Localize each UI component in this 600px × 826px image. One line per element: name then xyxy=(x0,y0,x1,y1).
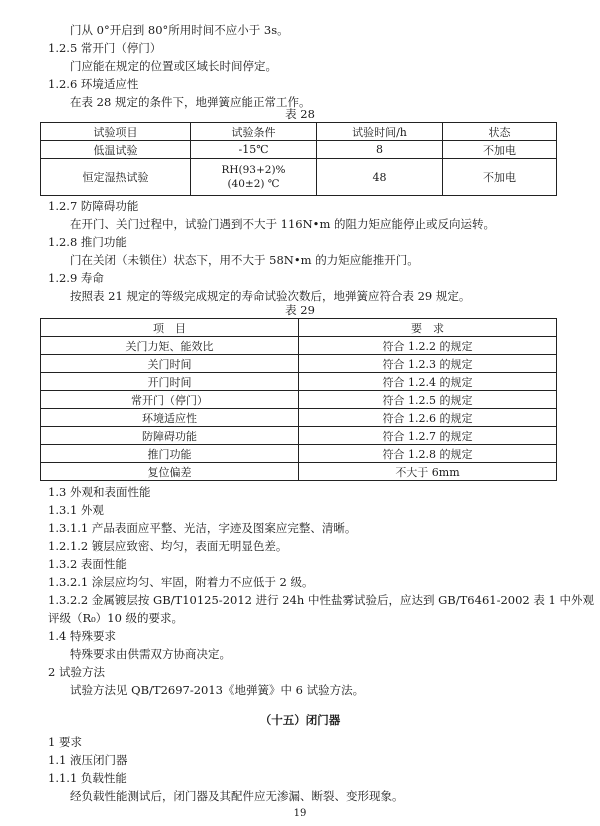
text-line: 在表 28 规定的条件下，地弹簧应能正常工作。 xyxy=(70,95,311,109)
table-cell: 符合 1.2.5 的规定 xyxy=(299,391,557,409)
clause-heading: 1.2.9 寿命 xyxy=(48,271,104,285)
condition-temperature: (40±2) ℃ xyxy=(227,178,280,190)
table-cell: 符合 1.2.2 的规定 xyxy=(299,337,557,355)
table-cell: 符合 1.2.8 的规定 xyxy=(299,445,557,463)
table-row xyxy=(41,141,557,159)
table-cell: 不加电 xyxy=(443,159,557,196)
clause-heading: 1.2.7 防障碍功能 xyxy=(48,199,139,213)
table-header-row xyxy=(41,123,557,141)
clause-heading: 1.2.6 环境适应性 xyxy=(48,77,139,91)
table-row xyxy=(41,409,557,427)
table-row xyxy=(41,427,557,445)
table-row xyxy=(41,337,557,355)
table-cell: 关门力矩、能效比 xyxy=(41,337,299,355)
table-cell: 8 xyxy=(317,141,443,159)
column-header: 试验项目 xyxy=(41,123,191,141)
text-line: 经负载性能测试后，闭门器及其配件应无渗漏、断裂、变形现象。 xyxy=(70,789,404,803)
table-cell: 环境适应性 xyxy=(41,409,299,427)
text-line: 门在关闭（未锁住）状态下，用不大于 58N•m 的力矩应能推开门。 xyxy=(70,253,419,267)
table-caption: 表 28 xyxy=(285,107,315,121)
table-cell: 复位偏差 xyxy=(41,463,299,481)
clause-heading: 1.3.1 外观 xyxy=(48,503,104,517)
text-line: 评级（R₀）10 级的要求。 xyxy=(48,611,184,625)
clause-heading: 1.2.8 推门功能 xyxy=(48,235,127,249)
table-cell: 关门时间 xyxy=(41,355,299,373)
table-row xyxy=(41,463,557,481)
text-line: 在开门、关门过程中，试验门遇到不大于 116N•m 的阻力矩应能停止或反向运转。 xyxy=(70,217,496,231)
section-title: （十五）闭门器 xyxy=(259,713,341,727)
table-row xyxy=(41,373,557,391)
text-line: 1.3.2.2 金属镀层按 GB/T10125-2012 进行 24h 中性盐雾试验后，应达到 GB/T6461-2002 表 1 中外观 xyxy=(48,593,595,607)
clause-heading: 1.3 外观和表面性能 xyxy=(48,485,151,499)
text-line: 1.3.2.1 涂层应均匀、牢固，附着力不应低于 2 级。 xyxy=(48,575,314,589)
text-line: 1.3.1.1 产品表面应平整、光洁，字迹及图案应完整、清晰。 xyxy=(48,521,357,535)
column-header: 试验条件 xyxy=(191,123,317,141)
table-row xyxy=(41,391,557,409)
text-line: 特殊要求由供需双方协商决定。 xyxy=(70,647,231,661)
table-cell: 低温试验 xyxy=(41,141,191,159)
clause-heading: 1.2.5 常开门（停门） xyxy=(48,41,162,55)
clause-heading: 2 试验方法 xyxy=(48,665,105,679)
table-cell: 推门功能 xyxy=(41,445,299,463)
table-cell xyxy=(191,159,317,196)
table-cell: 不大于 6mm xyxy=(299,463,557,481)
table-cell: 符合 1.2.4 的规定 xyxy=(299,373,557,391)
table-caption: 表 29 xyxy=(285,303,315,317)
table-cell: 常开门（停门） xyxy=(41,391,299,409)
table-cell: 符合 1.2.7 的规定 xyxy=(299,427,557,445)
table-cell: 符合 1.2.3 的规定 xyxy=(299,355,557,373)
text-line: 试验方法见 QB/T2697-2013《地弹簧》中 6 试验方法。 xyxy=(70,683,365,697)
condition-humidity: RH(93+2)% xyxy=(221,164,286,176)
clause-heading: 1.1.1 负载性能 xyxy=(48,771,127,785)
page-number: 19 xyxy=(293,808,307,819)
table-row xyxy=(41,159,557,196)
column-header: 试验时间/h xyxy=(317,123,443,141)
column-header: 要 求 xyxy=(299,319,557,337)
column-header: 项 目 xyxy=(41,319,299,337)
table-cell: 防障碍功能 xyxy=(41,427,299,445)
table-cell: 不加电 xyxy=(443,141,557,159)
text-line: 门从 0°开启到 80°所用时间不应小于 3s。 xyxy=(70,23,289,37)
clause-heading: 1.4 特殊要求 xyxy=(48,629,116,643)
clause-heading: 1.1 液压闭门器 xyxy=(48,753,128,767)
table-row xyxy=(41,355,557,373)
table-cell: 48 xyxy=(317,159,443,196)
table-header-row xyxy=(41,319,557,337)
clause-heading: 1 要求 xyxy=(48,735,82,749)
clause-heading: 1.3.2 表面性能 xyxy=(48,557,127,571)
text-line: 按照表 21 规定的等级完成规定的寿命试验次数后，地弹簧应符合表 29 规定。 xyxy=(70,289,471,303)
table-28 xyxy=(40,122,557,196)
table-cell: 恒定湿热试验 xyxy=(41,159,191,196)
text-line: 门应能在规定的位置或区域长时间停定。 xyxy=(70,59,277,73)
text-line: 1.2.1.2 镀层应致密、均匀，表面无明显色差。 xyxy=(48,539,288,553)
column-header: 状态 xyxy=(443,123,557,141)
table-cell: 开门时间 xyxy=(41,373,299,391)
table-cell: -15℃ xyxy=(191,141,317,159)
table-29 xyxy=(40,318,557,481)
table-row xyxy=(41,445,557,463)
table-cell: 符合 1.2.6 的规定 xyxy=(299,409,557,427)
